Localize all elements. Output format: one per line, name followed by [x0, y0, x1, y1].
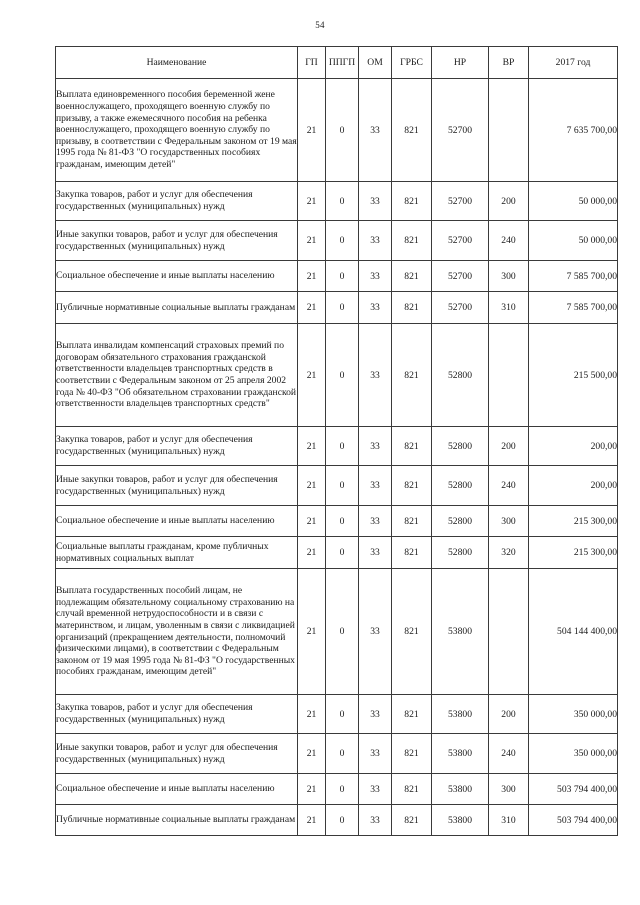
cell-om: 33: [359, 221, 392, 261]
cell-name: Публичные нормативные социальные выплаты гражданам: [56, 292, 298, 324]
cell-om: 33: [359, 805, 392, 836]
table-row: [56, 79, 618, 182]
table-row: [56, 506, 618, 537]
cell-amount: 503 794 400,00: [529, 805, 618, 836]
cell-ppgp: 0: [326, 292, 359, 324]
cell-vr: 300: [489, 506, 529, 537]
cell-om: 33: [359, 537, 392, 569]
table-row: [56, 774, 618, 805]
cell-om: 33: [359, 569, 392, 695]
cell-grbs: 821: [392, 805, 432, 836]
cell-ppgp: 0: [326, 182, 359, 221]
cell-ppgp: 0: [326, 79, 359, 182]
cell-amount: 7 585 700,00: [529, 292, 618, 324]
cell-gp: 21: [298, 292, 326, 324]
cell-amount: 7 585 700,00: [529, 261, 618, 292]
cell-amount: 215 300,00: [529, 506, 618, 537]
cell-amount: 7 635 700,00: [529, 79, 618, 182]
table-row: [56, 261, 618, 292]
cell-grbs: 821: [392, 261, 432, 292]
header-ppgp: ППГП: [326, 47, 359, 79]
table-header-row: [56, 47, 618, 79]
cell-ppgp: 0: [326, 221, 359, 261]
cell-vr: 300: [489, 774, 529, 805]
cell-vr: 200: [489, 182, 529, 221]
cell-nr: 52700: [432, 221, 489, 261]
cell-om: 33: [359, 324, 392, 427]
cell-vr: 200: [489, 695, 529, 734]
cell-grbs: 821: [392, 695, 432, 734]
cell-om: 33: [359, 79, 392, 182]
table-row: [56, 695, 618, 734]
cell-name: Закупка товаров, работ и услуг для обеспечения государственных (муниципальных) нужд: [56, 695, 298, 734]
table-row: [56, 537, 618, 569]
cell-name: Выплата государственных пособий лицам, не подлежащим обязательному социальному страхованию на случай временной нетрудоспособности и в связи с материнством, и лицам, уволенным в связи с ликвидацией организаций (прекращением деятельности, полномочий физическими лицами), в соответствии с Федеральным законом от 19 мая 1995 года № 81-ФЗ "О государственных пособиях гражданам, имеющим детей": [56, 569, 298, 695]
cell-om: 33: [359, 774, 392, 805]
cell-grbs: 821: [392, 734, 432, 774]
cell-nr: 53800: [432, 734, 489, 774]
table-row: [56, 466, 618, 506]
table-row: [56, 734, 618, 774]
table-row: [56, 292, 618, 324]
page-number: 54: [315, 20, 325, 30]
cell-ppgp: 0: [326, 537, 359, 569]
cell-ppgp: 0: [326, 569, 359, 695]
cell-ppgp: 0: [326, 774, 359, 805]
cell-ppgp: 0: [326, 466, 359, 506]
cell-grbs: 821: [392, 79, 432, 182]
cell-name: Выплата единовременного пособия беременной жене военнослужащего, проходящего военную службу по призыву, а также ежемесячного пособия на ребенка военнослужащего, проходящего военную службу по призыву, в соответствии с Федеральным законом от 19 мая 1995 года № 81-ФЗ "О государственных пособиях гражданам, имеющим детей": [56, 79, 298, 182]
cell-name: Закупка товаров, работ и услуг для обеспечения государственных (муниципальных) нужд: [56, 427, 298, 466]
cell-name: Социальное обеспечение и иные выплаты населению: [56, 261, 298, 292]
header-year: 2017 год: [529, 47, 618, 79]
cell-amount: 215 500,00: [529, 324, 618, 427]
cell-om: 33: [359, 427, 392, 466]
cell-grbs: 821: [392, 221, 432, 261]
cell-name: Закупка товаров, работ и услуг для обеспечения государственных (муниципальных) нужд: [56, 182, 298, 221]
cell-gp: 21: [298, 506, 326, 537]
cell-amount: 350 000,00: [529, 695, 618, 734]
cell-grbs: 821: [392, 569, 432, 695]
cell-gp: 21: [298, 261, 326, 292]
cell-ppgp: 0: [326, 324, 359, 427]
cell-nr: 52800: [432, 324, 489, 427]
cell-amount: 215 300,00: [529, 537, 618, 569]
cell-ppgp: 0: [326, 805, 359, 836]
cell-gp: 21: [298, 774, 326, 805]
table-row: [56, 805, 618, 836]
cell-vr: [489, 79, 529, 182]
header-grbs: ГРБС: [392, 47, 432, 79]
table-row: [56, 324, 618, 427]
cell-name: Социальное обеспечение и иные выплаты населению: [56, 506, 298, 537]
cell-vr: [489, 569, 529, 695]
cell-gp: 21: [298, 427, 326, 466]
cell-nr: 52800: [432, 537, 489, 569]
cell-nr: 52800: [432, 506, 489, 537]
header-om: ОМ: [359, 47, 392, 79]
cell-grbs: 821: [392, 537, 432, 569]
cell-amount: 504 144 400,00: [529, 569, 618, 695]
cell-amount: 50 000,00: [529, 182, 618, 221]
cell-gp: 21: [298, 805, 326, 836]
cell-gp: 21: [298, 182, 326, 221]
cell-amount: 50 000,00: [529, 221, 618, 261]
cell-nr: 53800: [432, 774, 489, 805]
cell-grbs: 821: [392, 774, 432, 805]
cell-amount: 503 794 400,00: [529, 774, 618, 805]
cell-gp: 21: [298, 221, 326, 261]
cell-grbs: 821: [392, 324, 432, 427]
cell-ppgp: 0: [326, 734, 359, 774]
table-row: [56, 182, 618, 221]
cell-nr: 52700: [432, 79, 489, 182]
cell-name: Выплата инвалидам компенсаций страховых премий по договорам обязательного страхования гражданской ответственности владельцев транспортных средств в соответствии с Федеральным законом от 25 апреля 2002 года № 40-ФЗ "Об обязательном страховании гражданской ответственности владельцев транспортных средств": [56, 324, 298, 427]
cell-vr: 320: [489, 537, 529, 569]
cell-nr: 52700: [432, 182, 489, 221]
cell-name: Публичные нормативные социальные выплаты гражданам: [56, 805, 298, 836]
cell-om: 33: [359, 695, 392, 734]
cell-gp: 21: [298, 537, 326, 569]
cell-vr: 300: [489, 261, 529, 292]
cell-gp: 21: [298, 734, 326, 774]
cell-ppgp: 0: [326, 695, 359, 734]
cell-vr: 310: [489, 292, 529, 324]
cell-amount: 350 000,00: [529, 734, 618, 774]
cell-name: Иные закупки товаров, работ и услуг для обеспечения государственных (муниципальных) нужд: [56, 466, 298, 506]
cell-gp: 21: [298, 569, 326, 695]
cell-amount: 200,00: [529, 427, 618, 466]
cell-ppgp: 0: [326, 506, 359, 537]
header-name: Наименование: [56, 47, 298, 79]
cell-grbs: 821: [392, 466, 432, 506]
cell-grbs: 821: [392, 427, 432, 466]
cell-grbs: 821: [392, 506, 432, 537]
cell-nr: 52800: [432, 427, 489, 466]
cell-vr: [489, 324, 529, 427]
header-gp: ГП: [298, 47, 326, 79]
cell-om: 33: [359, 182, 392, 221]
budget-table: [55, 46, 618, 836]
table-row: [56, 221, 618, 261]
cell-gp: 21: [298, 79, 326, 182]
cell-vr: 310: [489, 805, 529, 836]
cell-gp: 21: [298, 324, 326, 427]
cell-name: Иные закупки товаров, работ и услуг для обеспечения государственных (муниципальных) нужд: [56, 734, 298, 774]
header-nr: НР: [432, 47, 489, 79]
cell-gp: 21: [298, 695, 326, 734]
table-row: [56, 427, 618, 466]
cell-om: 33: [359, 292, 392, 324]
cell-om: 33: [359, 506, 392, 537]
cell-grbs: 821: [392, 182, 432, 221]
cell-vr: 200: [489, 427, 529, 466]
cell-nr: 52700: [432, 292, 489, 324]
cell-gp: 21: [298, 466, 326, 506]
table-row: [56, 569, 618, 695]
cell-ppgp: 0: [326, 261, 359, 292]
cell-vr: 240: [489, 221, 529, 261]
cell-nr: 53800: [432, 569, 489, 695]
cell-name: Социальные выплаты гражданам, кроме публичных нормативных социальных выплат: [56, 537, 298, 569]
cell-om: 33: [359, 734, 392, 774]
cell-om: 33: [359, 466, 392, 506]
cell-name: Иные закупки товаров, работ и услуг для обеспечения государственных (муниципальных) нужд: [56, 221, 298, 261]
cell-amount: 200,00: [529, 466, 618, 506]
header-vr: ВР: [489, 47, 529, 79]
cell-om: 33: [359, 261, 392, 292]
cell-nr: 53800: [432, 805, 489, 836]
cell-nr: 52800: [432, 466, 489, 506]
cell-nr: 53800: [432, 695, 489, 734]
cell-nr: 52700: [432, 261, 489, 292]
cell-name: Социальное обеспечение и иные выплаты населению: [56, 774, 298, 805]
cell-ppgp: 0: [326, 427, 359, 466]
cell-vr: 240: [489, 466, 529, 506]
cell-grbs: 821: [392, 292, 432, 324]
cell-vr: 240: [489, 734, 529, 774]
